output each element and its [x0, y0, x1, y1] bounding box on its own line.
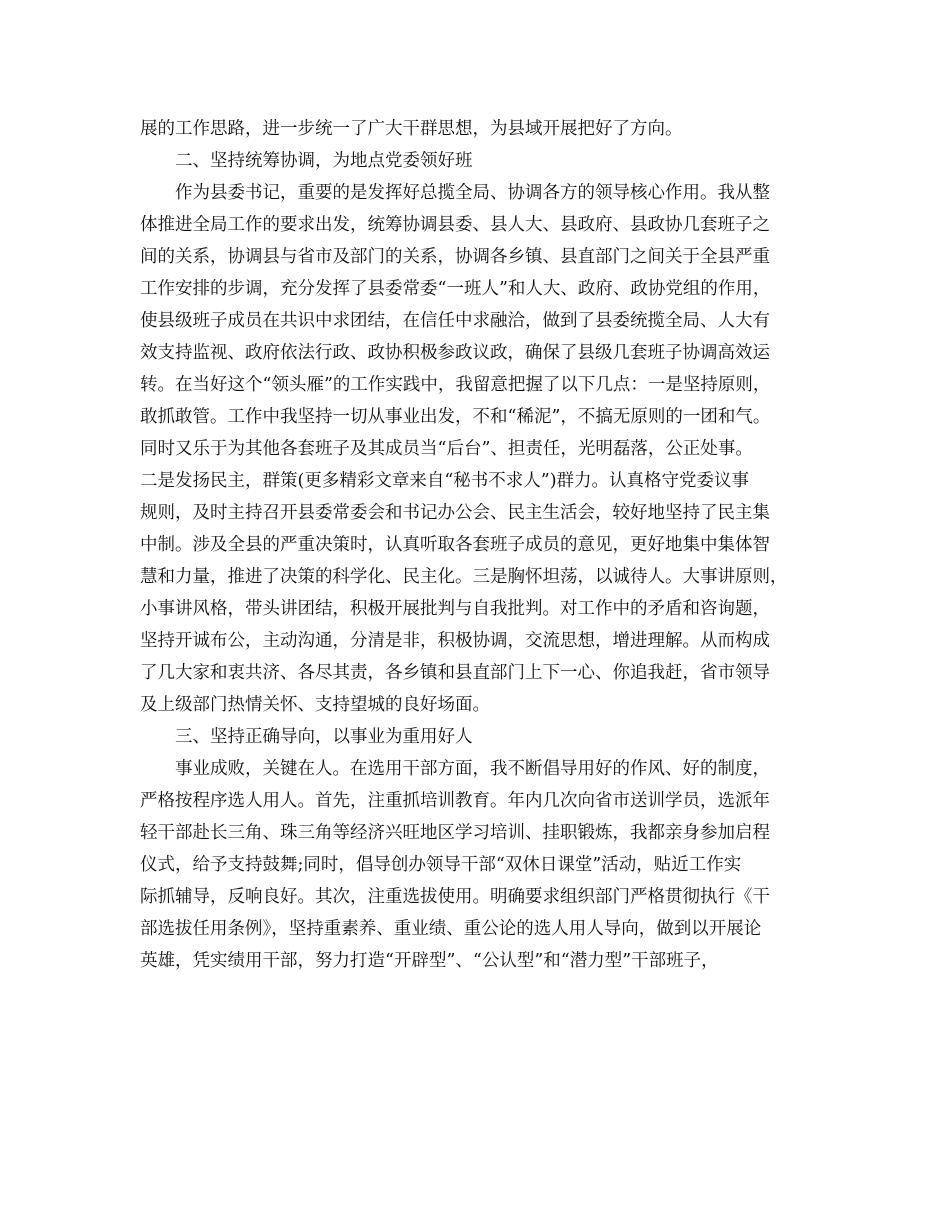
paragraph-line: 间的关系，协调县与省市及部门的关系，协调各乡镇、县直部门之间关于全县严重: [140, 247, 770, 267]
paragraph-line: 仪式，给予支持鼓舞;同时，倡导创办领导干部“双休日课堂”活动，贴近工作实: [140, 855, 742, 875]
paragraph-line: 轻干部赴长三角、珠三角等经济兴旺地区学习培训、挂职锻炼，我都亲身参加启程: [140, 823, 770, 843]
paragraph-line: 二是发扬民主，群策(更多精彩文章来自“秘书不求人”)群力。认真格守党委议事: [140, 471, 750, 491]
paragraph-line: 展的工作思路，进一步统一了广大干群思想，为县域开展把好了方向。: [140, 119, 683, 139]
paragraph-line: 效支持监视、政府依法行政、政协积极参政议政，确保了县级几套班子协调高效运: [140, 343, 770, 363]
paragraph-line: 工作安排的步调，充分发挥了县委常委“一班人”和人大、政府、政协党组的作用，: [140, 279, 771, 299]
document-body: [140, 113, 820, 977]
paragraph-line: 敢抓敢管。工作中我坚持一切从事业出发，不和“稀泥”，不搞无原则的一团和气。: [140, 407, 771, 427]
paragraph-line: 英雄，凭实绩用干部，努力打造“开辟型”、“公认型”和“潜力型”干部班子，: [140, 951, 719, 971]
paragraph-line: 使县级班子成员在共识中求团结，在信任中求融洽，做到了县委统揽全局、人大有: [140, 311, 770, 331]
paragraph-line: 及上级部门热情关怀、支持望城的良好场面。: [140, 695, 490, 715]
paragraph-line: 转。在当好这个“领头雁”的工作实践中，我留意把握了以下几点：一是坚持原则，: [140, 375, 771, 395]
paragraph-line: 部选拔任用条例》，坚持重素养、重业绩、重公论的选人用人导向，做到以开展论: [140, 919, 762, 939]
paragraph-line: 体推进全局工作的要求出发，统筹协调县委、县人大、县政府、县政协几套班子之: [140, 215, 770, 235]
paragraph-line: 小事讲风格，带头讲团结，积极开展批判与自我批判。对工作中的矛盾和咨询题，: [140, 599, 770, 619]
paragraph-line: 同时又乐于为其他各套班子及其成员当“后台”、担责任，光明磊落，公正处事。: [140, 439, 753, 459]
paragraph-line-indented: 三、坚持正确导向，以事业为重用好人: [175, 727, 473, 747]
paragraph-line: 了几大家和衷共济、各尽其责，各乡镇和县直部门上下一心、你追我赶，省市领导: [140, 663, 770, 683]
paragraph-line: 坚持开诚布公，主动沟通，分清是非，积极协调，交流思想，增进理解。从而构成: [140, 631, 770, 651]
paragraph-line: 际抓辅导，反响良好。其次，注重选拔使用。明确要求组织部门严格贯彻执行《干: [140, 887, 770, 907]
paragraph-line: 严格按程序选人用人。首先，注重抓培训教育。年内几次向省市送训学员，选派年: [140, 791, 770, 811]
paragraph-line-indented: 作为县委书记，重要的是发挥好总揽全局、协调各方的领导核心作用。我从整: [175, 183, 770, 203]
paragraph-line-indented: 事业成败，关键在人。在选用干部方面，我不断倡导用好的作风、好的制度，: [175, 759, 770, 779]
paragraph-line-indented: 二、坚持统筹协调，为地点党委领好班: [175, 151, 473, 171]
paragraph-line: 规则，及时主持召开县委常委会和书记办公会、民主生活会，较好地坚持了民主集: [140, 503, 770, 523]
paragraph-line: 中制。涉及全县的严重决策时，认真听取各套班子成员的意见，更好地集中集体智: [140, 535, 770, 555]
paragraph-line: 慧和力量，推进了决策的科学化、民主化。三是胸怀坦荡，以诚待人。大事讲原则，: [140, 567, 788, 587]
